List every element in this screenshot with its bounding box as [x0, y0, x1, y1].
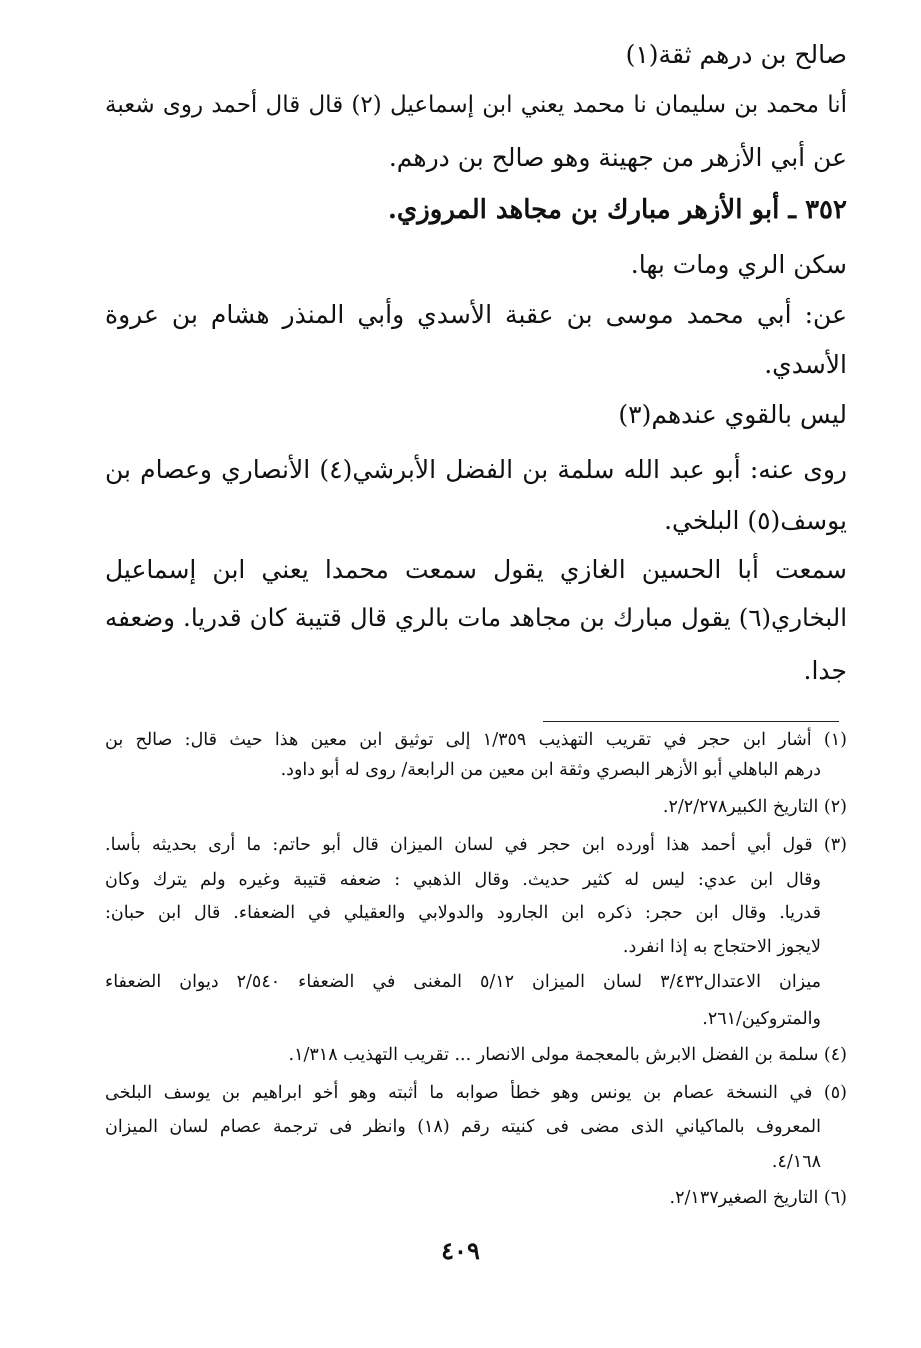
main-line-1: صالح بن درهم ثقة(١): [625, 40, 847, 69]
footnote-line-11: (٥) في النسخة عصام بن يونس وهو خطأ صوابه ما أثبته وهو أخو ابراهيم بن يوسف البلخى: [105, 1083, 847, 1103]
footnote-line-2: درهم الباهلي أبو الأزهر البصري وثقة ابن معين من الرابعة/ روى له أبو داود.: [280, 760, 821, 780]
main-line-2: أنا محمد بن سليمان نا محمد يعني ابن إسماعيل (٢) قال قال أحمد روى شعبة: [105, 92, 847, 118]
footnote-line-1: (١) أشار ابن حجر في تقريب التهذيب ١/٣٥٩ إلى توثيق ابن معين هذا حيث قال: صالح بن: [105, 730, 847, 750]
main-line-8: ليس بالقوي عندهم(٣): [618, 400, 847, 429]
main-line-9: روى عنه: أبو عبد الله سلمة بن الفضل الأبرشي(٤) الأنصاري وعصام بن: [105, 455, 848, 484]
main-line-12: البخاري(٦) يقول مبارك بن مجاهد مات بالري قال قتيبة كان قدريا. وضعفه: [105, 603, 847, 632]
footnote-line-6: قدريا. وقال ابن حجر: ذكره ابن الجارود والدولابي والعقيلي في الضعفاء. قال ابن حبان:: [105, 903, 821, 923]
footnote-line-5: وقال ابن عدي: ليس له كثير حديث. وقال الذهبي : ضعفه قتيبة وغيره ولم يترك وكان: [105, 870, 821, 890]
page-number: ٤٠٩: [441, 1236, 480, 1265]
footnote-line-14: (٦) التاريخ الصغير٢/١٣٧.: [669, 1188, 847, 1208]
footnote-line-13: ٤/١٦٨.: [771, 1152, 821, 1172]
footnote-line-9: والمتروكين/٢٦١.: [702, 1009, 821, 1029]
main-line-10: يوسف(٥) البلخي.: [664, 506, 847, 535]
main-line-11: سمعت أبا الحسين الغازي يقول سمعت محمدا يعني ابن إسماعيل: [105, 555, 847, 584]
footnote-line-4: (٣) قول أبي أحمد هذا أورده ابن حجر في لسان الميزان قال أبو حاتم: ما أرى بحديثه بأسا.: [105, 835, 847, 855]
footnote-line-7: لايجوز الاحتجاج به إذا انفرد.: [622, 937, 821, 957]
footnote-line-12: المعروف بالماكياني الذى مضى فى كنيته رقم (١٨) وانظر فى ترجمة عصام لسان الميزان: [105, 1117, 821, 1137]
footnote-separator: [543, 721, 839, 722]
main-line-3: عن أبي الأزهر من جهينة وهو صالح بن درهم.: [388, 143, 847, 172]
entry-heading: ٣٥٢ ـ أبو الأزهر مبارك بن مجاهد المروزي.: [387, 195, 847, 225]
main-line-13: جدا.: [803, 656, 847, 685]
footnote-line-10: (٤) سلمة بن الفضل الابرش بالمعجمة مولى الانصار ... تقريب التهذيب ١/٣١٨.: [288, 1045, 847, 1065]
main-line-6: عن: أبي محمد موسى بن عقبة الأسدي وأبي المنذر هشام بن عروة: [105, 300, 847, 329]
main-line-5: سكن الري ومات بها.: [630, 250, 847, 279]
footnote-line-3: (٢) التاريخ الكبير٢/٢/٢٧٨.: [662, 797, 847, 817]
footnote-line-8: ميزان الاعتدال٣/٤٣٢ لسان الميزان ٥/١٢ المغنى في الضعفاء ٢/٥٤٠ ديوان الضعفاء: [105, 972, 821, 992]
main-line-7: الأسدي.: [764, 350, 847, 379]
